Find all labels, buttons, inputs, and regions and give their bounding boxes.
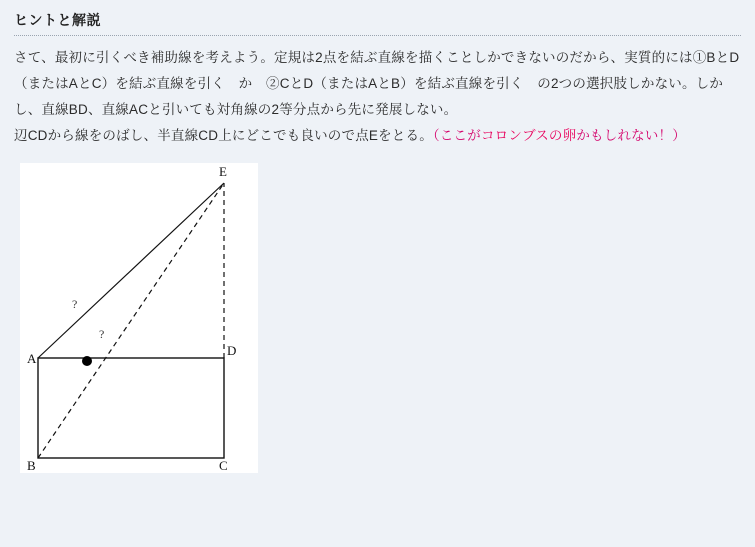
line-ae: [38, 183, 224, 358]
paragraph-2-accent-close: かもしれない！）: [576, 128, 686, 143]
intersection-point: [82, 356, 92, 366]
paragraph-1: さて、最初に引くべき補助線を考えよう。定規は2点を結ぶ直線を描くことしかできないのだから、実質的には①BとD（またはAとC）を結ぶ直線を引く か ②CとD（またはAとB）を結ぶ直線を引く の2つの選択肢しかない。しかし、直線BD、直線ACと引いても対角線の2等分点から先に発展しない。: [14, 50, 740, 117]
geometry-figure: [20, 163, 258, 473]
label-d: D: [227, 343, 237, 358]
label-c: C: [219, 458, 228, 473]
page-title: ヒントと解説: [14, 12, 101, 28]
label-a: A: [27, 351, 37, 366]
explanation-text: [14, 45, 741, 149]
rectangle-abcd: [38, 358, 224, 458]
paragraph-2-lead: 辺CDから線をのばし、半直線CD上にどこでも良いので点Eをとる。: [14, 128, 433, 143]
question-mark-upper: ?: [72, 297, 78, 311]
label-e: E: [219, 164, 227, 179]
paragraph-2-accent-highlight: コロンブスの卵: [480, 128, 577, 143]
title-divider: [14, 35, 741, 36]
question-mark-lower: ?: [99, 327, 105, 341]
paragraph-2-accent-open: （ここが: [432, 128, 481, 143]
line-be-dashed: [38, 183, 224, 458]
paragraph-2: [14, 123, 741, 149]
label-b: B: [27, 458, 36, 473]
figure-container: [14, 163, 741, 473]
